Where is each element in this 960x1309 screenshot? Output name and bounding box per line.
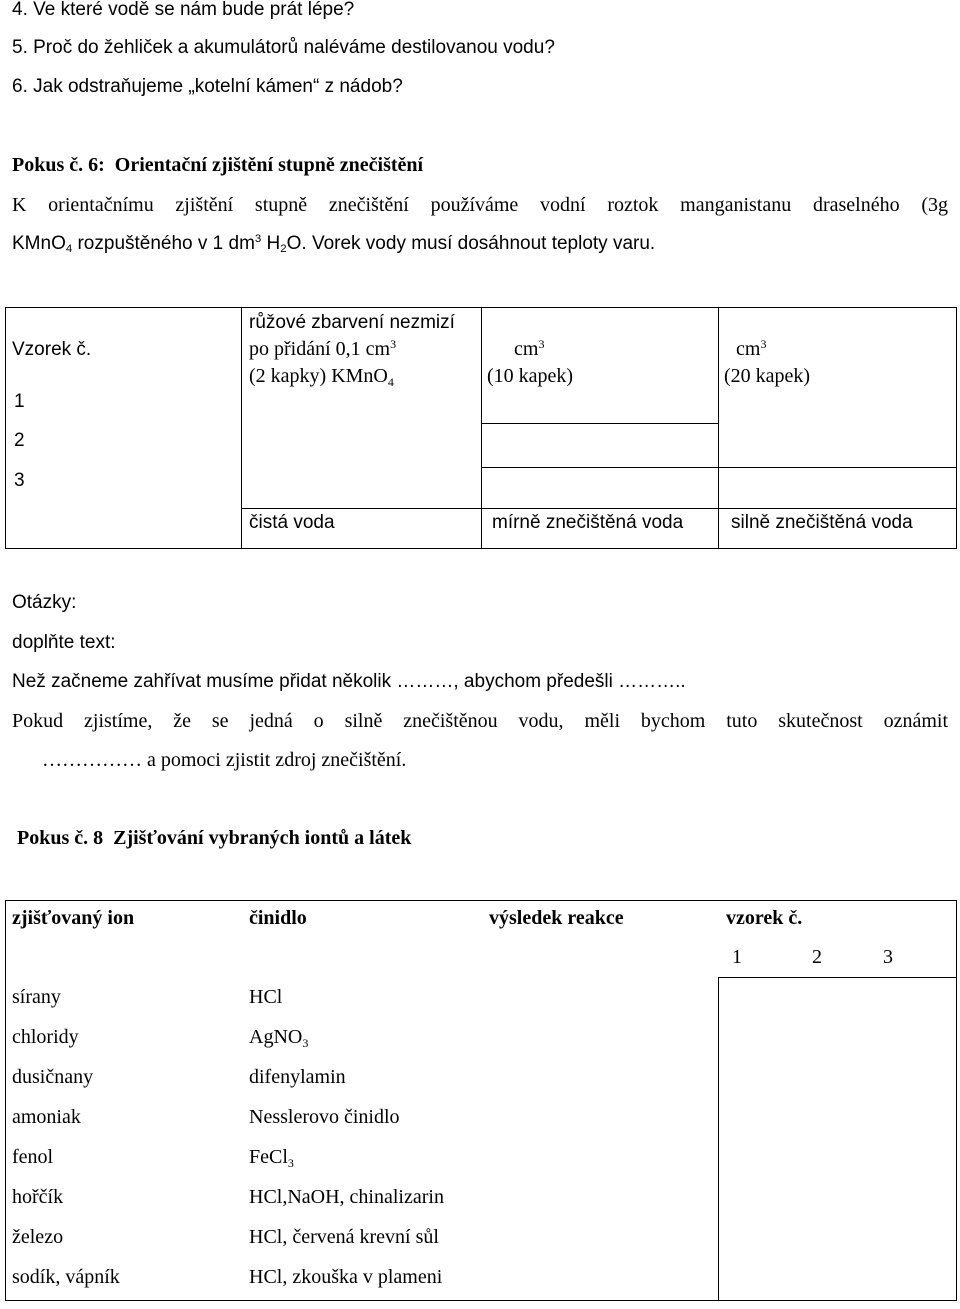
intro-text: rozpuštěného v 1 dm [72,233,255,254]
header-text: po přidání 0,1 cm [249,338,391,360]
reagent-name [249,1106,400,1128]
table-divider [718,977,957,978]
reagent-text: HCl [249,986,283,1008]
superscript: 3 [390,336,397,351]
reagent-name [249,1146,294,1168]
sample-number: 1 [14,391,25,412]
experiment-8-title: Pokus č. 8 Zjišťování vybraných iontů a látek [17,827,412,849]
superscript: 3 [760,336,767,351]
reagent-text: Nesslerovo činidlo [249,1106,400,1128]
fill-in-label: doplňte text: [12,632,116,653]
reagent-name [249,1266,442,1288]
column-header-20-unit [736,338,766,360]
table-divider [241,508,957,509]
column-header-pink-line1: růžové zbarvení nezmizí [249,312,455,333]
intro-text: O. Vorek vody musí dosáhnout teploty varu. [286,233,656,254]
column-header-10-unit [514,338,544,360]
superscript: 3 [254,233,262,246]
table-divider [481,307,482,549]
column-header-pink-line3 [249,365,394,387]
sample-number: 3 [883,946,893,968]
column-header-ion: zjišťovaný ion [12,907,135,929]
unit-text: cm [514,338,539,360]
experiment-6-title: Pokus č. 6: Orientační zjištění stupně znečištění [12,154,424,176]
ion-name: sírany [12,986,61,1008]
reagent-name [249,1186,444,1208]
reagent-text: HCl,NaOH, chinalizarin [249,1186,444,1208]
ion-name: hořčík [12,1186,64,1208]
subscript: 4 [65,243,73,256]
column-header-reagent: činidlo [249,907,307,929]
result-heavily-polluted: silně znečištěná voda [731,512,913,533]
column-header-result: výsledek reakce [489,907,624,929]
ion-name: sodík, vápník [12,1266,120,1288]
ion-name: dusičnany [12,1066,94,1088]
ion-name: železo [12,1226,64,1248]
result-slightly-polluted: mírně znečištěná voda [492,512,684,533]
fill-in-line3: …………… a pomoci zjistit zdroj znečištění. [42,749,407,771]
column-header-sample: vzorek č. [726,907,803,929]
result-clean: čistá voda [249,512,335,533]
ion-name: amoniak [12,1106,81,1128]
table-divider [481,467,718,468]
column-header-pink-line2 [249,338,396,360]
sample-number: 2 [812,946,822,968]
table-divider [718,307,719,549]
reagent-text: FeCl [249,1146,288,1168]
subscript: 3 [302,1035,309,1050]
table-divider [241,307,242,549]
question-5: 5. Proč do žehliček a akumulátorů naléváme destilovanou vodu? [12,37,555,58]
subscript: 2 [280,243,287,256]
table-divider [481,423,718,424]
question-4: 4. Ve které vodě se nám bude prát lépe? [12,0,355,20]
questions-heading: Otázky: [12,592,77,613]
reagent-text: difenylamin [249,1066,346,1088]
column-header-sample: Vzorek č. [12,339,92,360]
experiment-6-intro-line2 [12,233,655,255]
fill-in-line2: Pokud zjistíme, že se jedná o silně znečištěnou vodu, měli bychom tuto skutečnost oznámit [12,710,948,732]
reagent-text: HCl, zkouška v plameni [249,1266,443,1288]
superscript: 3 [538,336,545,351]
ion-name: chloridy [12,1026,79,1048]
reagent-text: HCl, červená krevní sůl [249,1226,439,1248]
reagent-name [249,1226,439,1248]
formula-h2o: H [261,233,281,254]
column-header-10-drops: (10 kapek) [487,365,574,387]
experiment-6-intro-line1: K orientačnímu zjištění stupně znečištění používáme vodní roztok manganistanu draselného (3g [12,194,948,216]
reagent-name [249,986,282,1008]
formula-kmno4: KMnO [12,233,66,254]
ion-name: fenol [12,1146,54,1168]
sample-number: 1 [732,946,742,968]
sample-number: 2 [14,430,25,451]
table-divider [718,977,719,1301]
unit-text: cm [736,338,761,360]
fill-in-line1: Než začneme zahřívat musíme přidat několik ………, abychom předešli ……….. [12,671,686,692]
question-6: 6. Jak odstraňujeme „kotelní kámen“ z nádob? [12,76,403,97]
column-header-20-drops: (20 kapek) [724,365,811,387]
reagent-name [249,1026,308,1048]
subscript: 3 [287,1155,294,1170]
table-divider [718,467,957,468]
reagent-text: AgNO [249,1026,303,1048]
header-text: (2 kapky) KMnO [249,365,388,387]
reagent-name [249,1066,346,1088]
sample-number: 3 [14,470,25,491]
subscript: 4 [387,374,394,389]
